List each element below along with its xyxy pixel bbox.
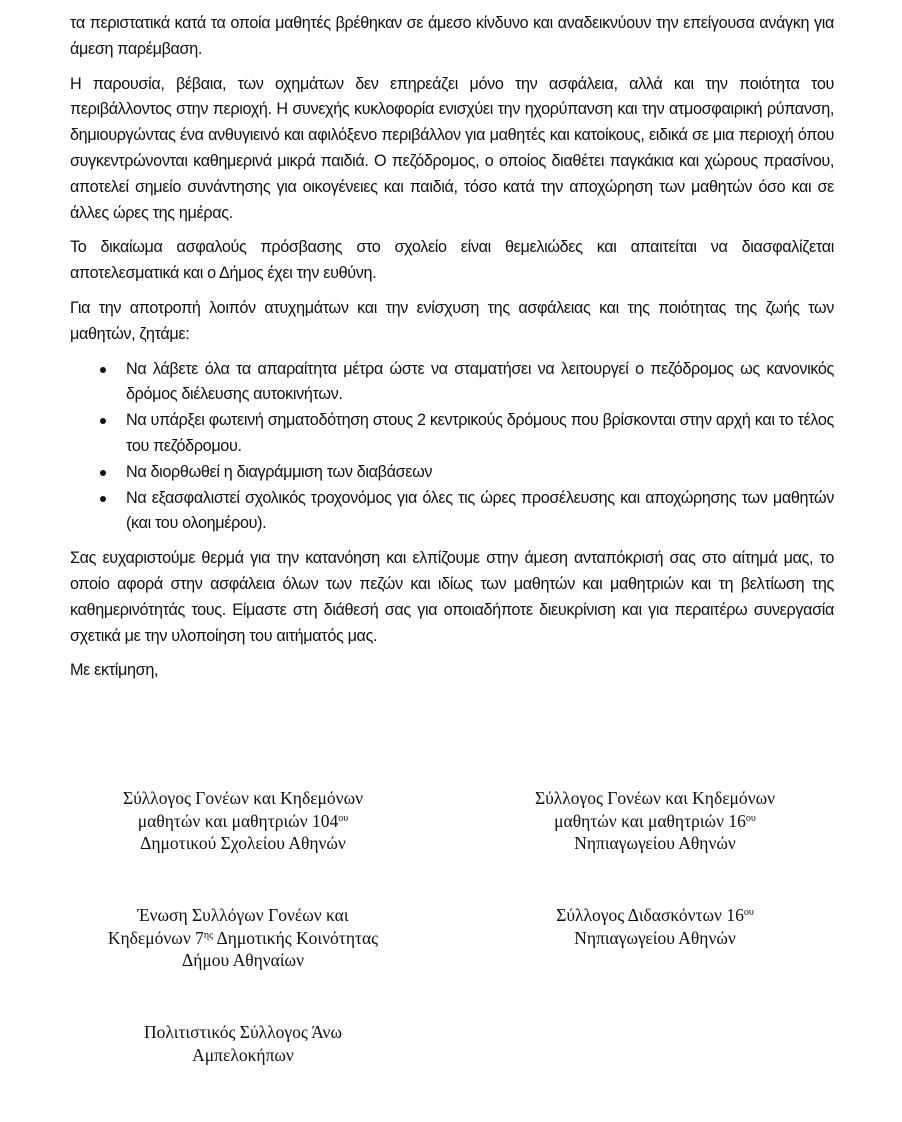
request-text: Να λάβετε όλα τα απαραίτητα μέτρα ώστε να σταματήσει να λειτουργεί ο πεζόδρομος ως κανονικός δρόμος διέλευσης αυτοκινήτων.: [126, 359, 834, 404]
paragraph-3: Το δικαίωμα ασφαλούς πρόσβασης στο σχολείο είναι θεμελιώδες και απαιτείται να διασφαλίζεται αποτελεσματικά και ο Δήμος έχει την ευθύνη.: [70, 238, 834, 283]
signatory-line: Πολιτιστικός Σύλλογος Άνω: [144, 1022, 342, 1042]
signatory-line: Αμπελοκήπων: [192, 1044, 294, 1065]
bullet-icon: [100, 367, 106, 373]
signatory-line: Δημοτικού Σχολείου Αθηνών: [140, 833, 346, 853]
signatory-line: Σύλλογος Διδασκόντων $16^{o\upsilon}$: [556, 905, 754, 925]
list-item: [70, 357, 834, 409]
list-item: [70, 460, 834, 486]
bullet-icon: [100, 496, 106, 502]
list-item: [70, 408, 834, 460]
closing-salutation: Με εκτίμηση,: [70, 661, 159, 680]
thanks-paragraph: Σας ευχαριστούμε θερμά για την κατανόηση και ελπίζουμε στην άμεση ανταπόκρισή σας στο αίτημά μας, το οποίο αφορά στην ασφάλεια όλων των πεζών και ιδίως των μαθητών και μαθητριών και τη βελτίωση της καθημερινότητάς τους. Είμαστε στη διάθεσή σας για οποιαδήποτε διευκρίνιση και για περαιτέρω συνεργασία σχετικά με την υλοποίηση του αιτήματός μας.: [70, 549, 834, 645]
signatory-line: Ένωση Συλλόγων Γονέων και: [137, 905, 349, 925]
signatory-parents-16-kindergarten: [492, 787, 818, 855]
paragraph-1: τα περιστατικά κατά τα οποία μαθητές βρέθηκαν σε άμεσο κίνδυνο και αναδεικνύουν την επείγουσα ανάγκη για άμεση παρέμβαση.: [70, 14, 834, 58]
signatory-cultural-ano-ampelokipoi: [80, 1021, 406, 1066]
request-text: Να υπάρξει φωτεινή σηματοδότηση στους 2 κεντρικούς δρόμους που βρίσκονται στην αρχή και το τέλος του πεζόδρομου.: [126, 411, 834, 455]
bullet-icon: [100, 418, 106, 424]
requests-list: [70, 357, 834, 538]
signatory-line: Νηπιαγωγείου Αθηνών: [574, 833, 736, 853]
list-item: [70, 486, 834, 538]
signatory-line: μαθητών και μαθητριών $104^{o\upsilon}$: [137, 810, 349, 831]
paragraph-4: Για την αποτροπή λοιπόν ατυχημάτων και την ενίσχυση της ασφάλειας και της ποιότητας της ζωής των μαθητών, ζητάμε:: [70, 298, 834, 343]
signatory-line: μαθητών και μαθητριών $16^{o\upsilon}$: [554, 810, 756, 831]
signatory-line: Κηδεμόνων $7^{\eta\varsigma}$ Δημοτικής Κοινότητας: [107, 927, 379, 948]
request-text: Να διορθωθεί η διαγράμμιση των διαβάσεων: [126, 462, 433, 481]
letter-body: [70, 0, 834, 684]
signatory-line: Σύλλογος Γονέων και Κηδεμόνων: [122, 788, 364, 808]
signatory-line: Δήμου Αθηναίων: [181, 950, 304, 970]
bullet-icon: [100, 470, 106, 476]
signatory-union-7th-community: [68, 904, 418, 972]
signatory-line: Νηπιαγωγείου Αθηνών: [574, 927, 736, 948]
paragraph-2: Η παρουσία, βέβαια, των οχημάτων δεν επηρεάζει μόνο την ασφάλεια, αλλά και την ποιότητα του περιβάλλοντος στην περιοχή. Η συνεχής κυκλοφορία ενισχύει την ηχορύπανση και την ατμοσφαιρική ρύπανση, δημιουργώντας ένα ανθυγιεινό και αφιλόξενο περιβάλλον για μαθητές και κατοίκους, ειδικά σε μια περιοχή όπου συγκεντρώνονται καθημερινά μικρά παιδιά. Ο πεζόδρομος, ο οποίος διαθέτει παγκάκια και χώρους πρασίνου, αποτελεί σημείο συνάντησης για οικογένειες και παιδιά, τόσο κατά την αποχώρηση των μαθητών όσο και σε άλλες ώρες της ημέρας.: [70, 74, 834, 222]
request-text: Να εξασφαλιστεί σχολικός τροχονόμος για όλες τις ώρες προσέλευσης και αποχώρησης των μαθητών (και του ολοημέρου).: [126, 488, 834, 533]
signatory-teachers-16-kindergarten: [492, 904, 818, 949]
signatory-line: Σύλλογος Γονέων και Κηδεμόνων: [534, 788, 776, 808]
signatory-parents-104-primary: [80, 787, 406, 855]
